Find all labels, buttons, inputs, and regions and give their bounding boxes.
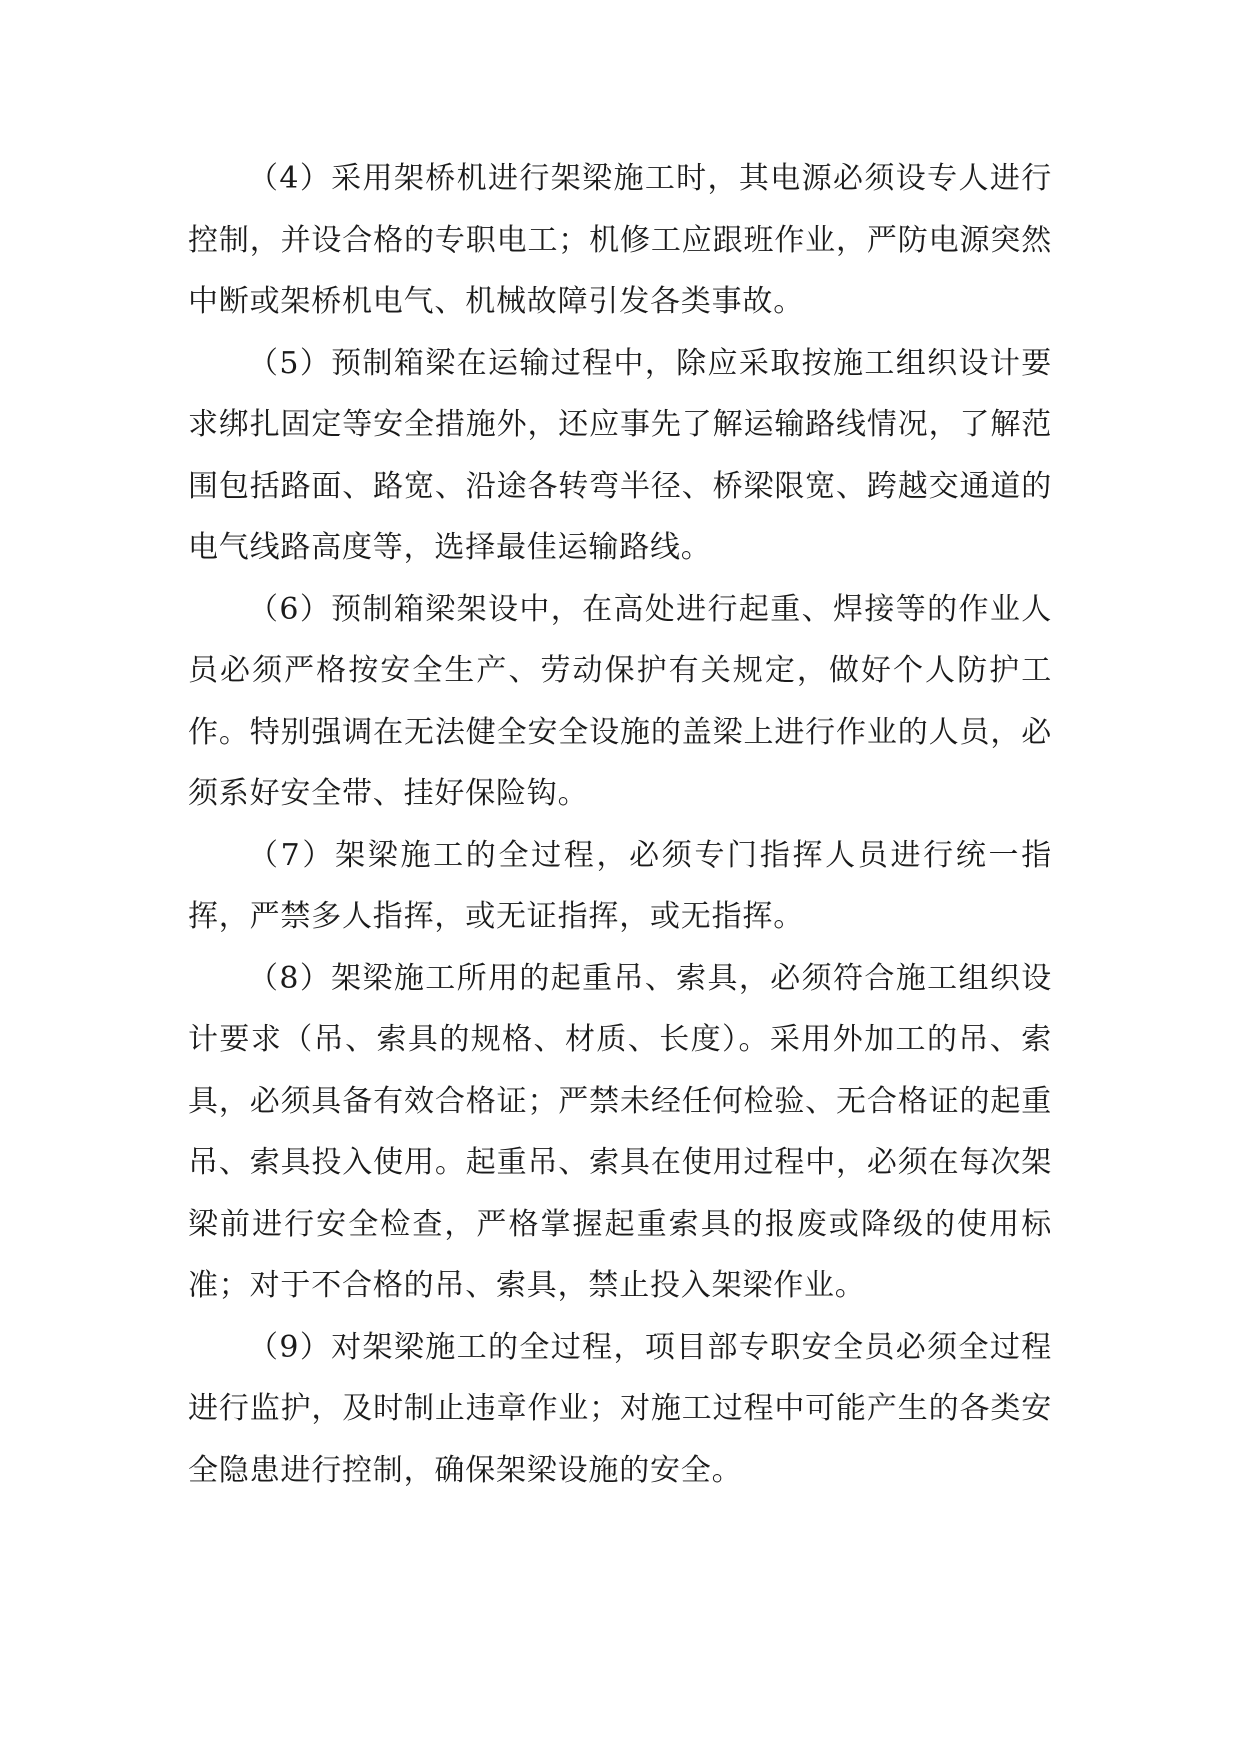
paragraph-item-9: （9）对架梁施工的全过程，项目部专职安全员必须全过程进行监护，及时制止违章作业；对施工过程中可能产生的各类安全隐患进行控制，确保架梁设施的安全。 — [188, 1329, 1052, 1488]
paragraph-item-7: （7）架梁施工的全过程，必须专门指挥人员进行统一指挥，严禁多人指挥，或无证指挥，或无指挥。 — [188, 837, 1052, 934]
paragraph-item-4: （4）采用架桥机进行架梁施工时，其电源必须设专人进行控制，并设合格的专职电工；机修工应跟班作业，严防电源突然中断或架桥机电气、机械故障引发各类事故。 — [188, 161, 1052, 319]
paragraph-item-6: （6）预制箱梁架设中，在高处进行起重、焊接等的作业人员必须严格按安全生产、劳动保护有关规定，做好个人防护工作。特别强调在无法健全安全设施的盖梁上进行作业的人员，必须系好安全带、挂好保险钩。 — [188, 591, 1052, 811]
paragraph-item-8: （8）架梁施工所用的起重吊、索具，必须符合施工组织设计要求（吊、索具的规格、材质、长度）。采用外加工的吊、索具，必须具备有效合格证；严禁未经任何检验、无合格证的起重吊、索具投入使用。起重吊、索具在使用过程中，必须在每次架梁前进行安全检查，严格掌握起重索具的报废或降级的使用标准；对于不合格的吊、索具，禁止投入架梁作业。 — [188, 960, 1052, 1303]
paragraph-item-5: （5）预制箱梁在运输过程中，除应采取按施工组织设计要求绑扎固定等安全措施外，还应事先了解运输路线情况，了解范围包括路面、路宽、沿途各转弯半径、桥梁限宽、跨越交通道的电气线路高度等，选择最佳运输路线。 — [188, 345, 1052, 565]
